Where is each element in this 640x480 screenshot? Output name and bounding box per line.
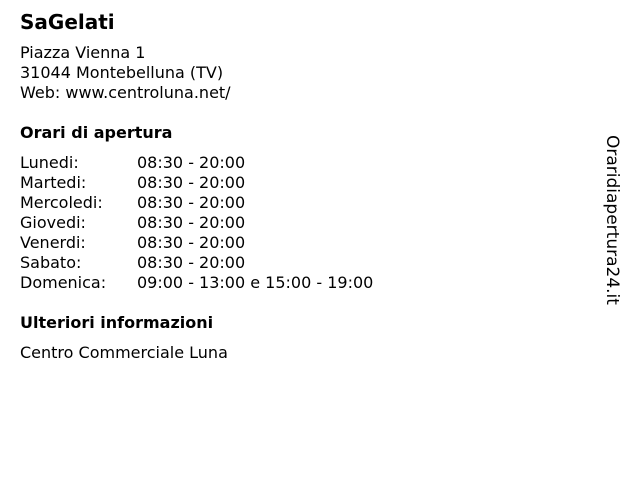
hours-day: Sabato:: [20, 253, 82, 272]
hours-day: Mercoledi:: [20, 193, 103, 212]
hours-day: Martedi:: [20, 173, 87, 192]
hours-day: Lunedi:: [20, 153, 79, 172]
more-info-heading: Ulteriori informazioni: [20, 313, 214, 332]
opening-hours-heading: Orari di apertura: [20, 123, 173, 142]
store-name: SaGelati: [20, 10, 115, 34]
hours-time: 08:30 - 20:00: [137, 213, 246, 232]
hours-day: Domenica:: [20, 273, 107, 292]
hours-day: Giovedi:: [20, 213, 86, 232]
hours-time: 08:30 - 20:00: [137, 233, 246, 252]
site-watermark: Oraridiapertura24.it: [602, 135, 622, 305]
store-address: [20, 43, 231, 103]
website-link[interactable]: Web: www.centroluna.net/: [20, 83, 231, 102]
hours-time: 08:30 - 20:00: [137, 193, 246, 212]
hours-day: Venerdi:: [20, 233, 86, 252]
hours-time: 09:00 - 13:00 e 15:00 - 19:00: [137, 273, 374, 292]
hours-time: 08:30 - 20:00: [137, 153, 246, 172]
more-info-text: Centro Commerciale Luna: [20, 343, 228, 362]
address-city: 31044 Montebelluna (TV): [20, 63, 224, 82]
address-street: Piazza Vienna 1: [20, 43, 146, 62]
hours-time: 08:30 - 20:00: [137, 173, 246, 192]
hours-time: 08:30 - 20:00: [137, 253, 246, 272]
